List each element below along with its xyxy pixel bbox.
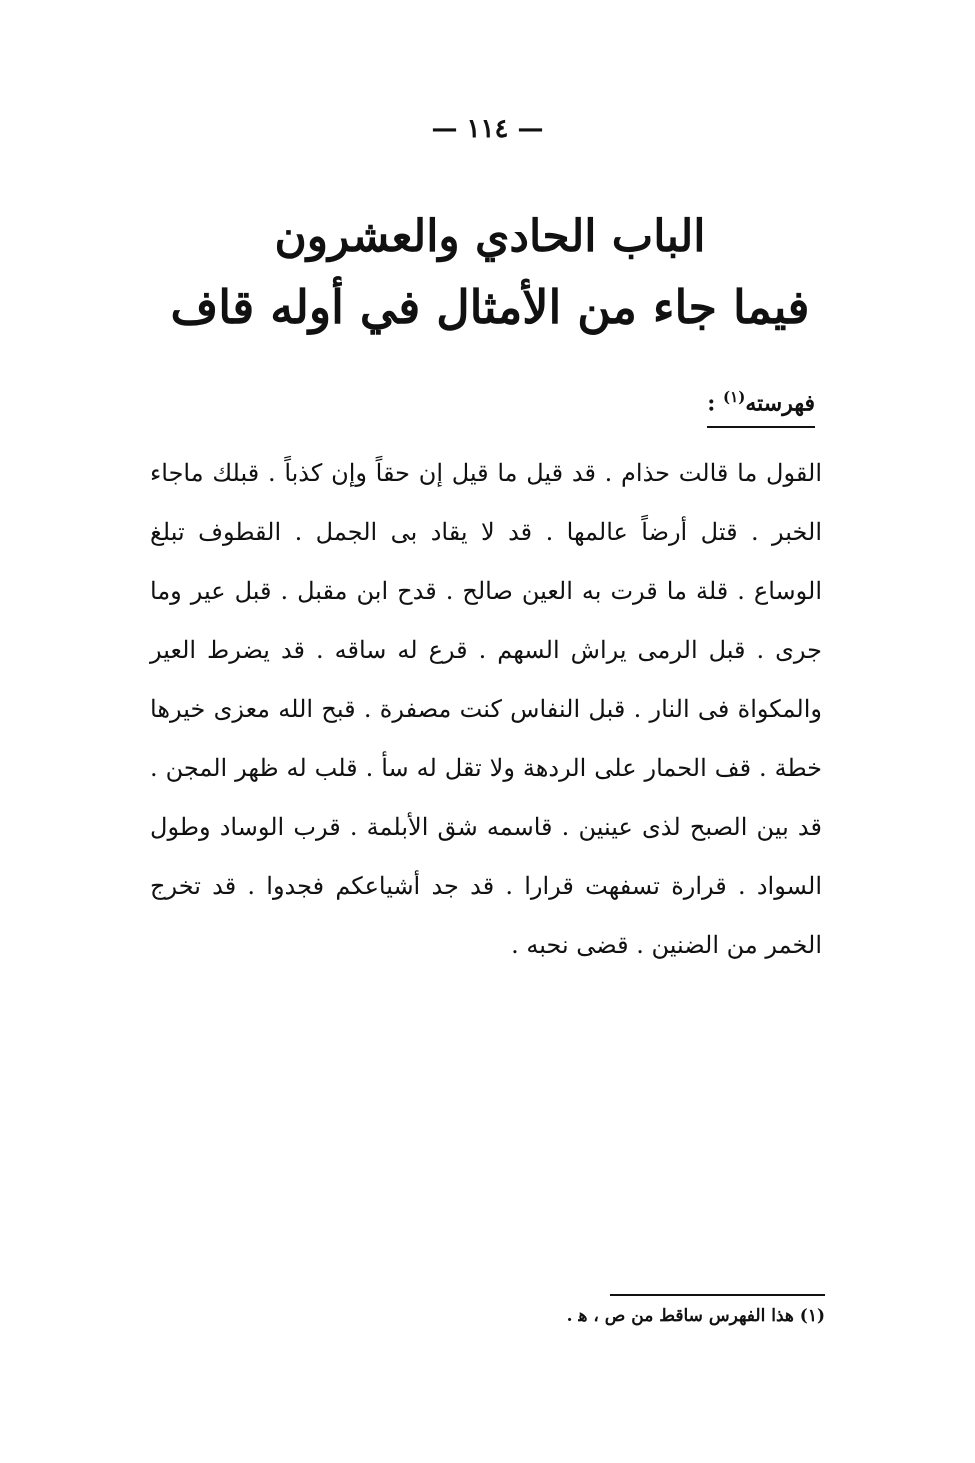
footnote-divider	[610, 1294, 825, 1296]
section-heading-label: فهرسته	[745, 390, 815, 417]
chapter-title	[160, 206, 820, 340]
chapter-title-line-1: الباب الحادي والعشرون	[274, 211, 706, 262]
section-heading-colon: :	[707, 390, 716, 417]
body-paragraph: القول ما قالت حذام . قد قيل ما قيل إن حقاً وإن كذباً . قبلك ماجاء الخبر . قتل أرضاً عالمها . قد لا يقاد بى الجمل . القطوف تبلغ الوساع . قلة ما قرت به العين صالح . قدح ابن مقبل . قبل عير وما جرى . قبل الرمى يراش السهم . قرع له ساقه . قد يضرط العير والمكواة فى النار . قبل النفاس كنت مصفرة . قبح الله معزى خيرها خطة . قف الحمار على الردهة ولا تقل له سأ . قلب له ظهر المجن . قد بين الصبح لذى عينين . قاسمه شق الأبلمة . قرب الوساد وطول السواد . قرارة تسفهت قرارا . قد جد أشياعكم فجدوا . قد تخرج الخمر من الضنين . قضى نحبه .	[150, 459, 822, 959]
section-heading	[707, 388, 815, 428]
footnote-reference[interactable]: (١)	[723, 388, 746, 406]
chapter-title-line-2: فيما جاء من الأمثال في أوله قاف	[170, 280, 810, 334]
footnote: (١) هذا الفهرس ساقط من ص ، ﻫ .	[566, 1306, 825, 1326]
page-number: — ١١٤ —	[431, 114, 544, 144]
